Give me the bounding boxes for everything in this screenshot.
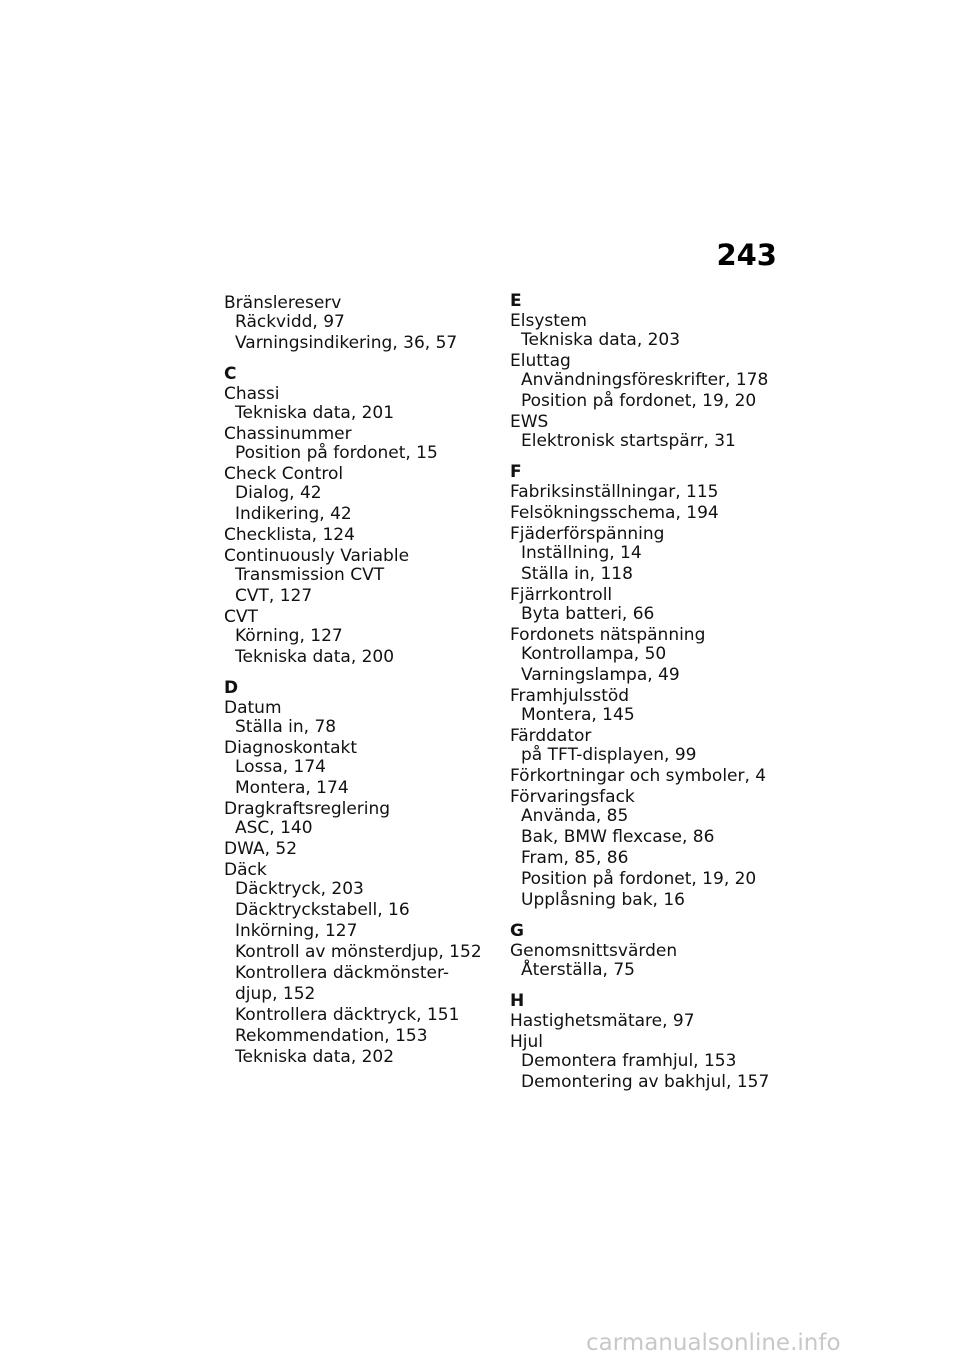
index-term: CVT <box>224 607 258 627</box>
index-term: EWS <box>510 412 549 432</box>
index-subentry: Användningsföreskrifter, 178 <box>521 370 769 390</box>
index-letter-heading: C <box>224 364 237 384</box>
index-column-left <box>224 292 514 1069</box>
index-subentry: Ställa in, 118 <box>521 564 633 584</box>
index-term: Hjul <box>510 1032 544 1052</box>
index-subentry: Position på fordonet, 15 <box>235 443 438 463</box>
index-term: Fjäderförspänning <box>510 524 665 544</box>
index-subentry: Dialog, 42 <box>235 483 322 503</box>
index-subentry: Demontera framhjul, 153 <box>521 1051 737 1071</box>
index-term: Förvaringsfack <box>510 787 635 807</box>
index-term: Framhjulsstöd <box>510 686 630 706</box>
index-subentry: Återställa, 75 <box>521 960 635 980</box>
index-subentry: Montera, 145 <box>521 705 635 725</box>
index-term: Fabriksinställningar, 115 <box>510 482 719 502</box>
index-subentry: Bak, BMW flexcase, 86 <box>521 827 715 847</box>
index-subentry: Kontrollampa, 50 <box>521 644 667 664</box>
index-term: Diagnoskontakt <box>224 738 358 758</box>
index-term: Checklista, 124 <box>224 525 355 545</box>
index-term: Förkortningar och symboler, 4 <box>510 766 767 786</box>
index-letter-heading: D <box>224 678 239 698</box>
page-number: 243 <box>716 238 777 272</box>
index-term: Genomsnittsvärden <box>510 941 678 961</box>
index-subentry: Elektronisk startspärr, 31 <box>521 431 736 451</box>
index-subentry: Varningslampa, 49 <box>521 665 680 685</box>
index-subentry: Transmission CVT <box>235 565 385 585</box>
index-subentry: Montera, 174 <box>235 778 349 798</box>
index-subentry: Inkörning, 127 <box>235 921 358 941</box>
index-subentry: Indikering, 42 <box>235 504 352 524</box>
index-subentry: på TFT-displayen, 99 <box>521 745 697 765</box>
index-subentry: Position på fordonet, 19, 20 <box>521 869 757 889</box>
index-subentry: Tekniska data, 201 <box>235 403 395 423</box>
index-term: Färddator <box>510 726 592 746</box>
index-subentry: Demontering av bakhjul, 157 <box>521 1072 770 1092</box>
index-term: Chassinummer <box>224 424 352 444</box>
index-term: Eluttag <box>510 351 571 371</box>
index-subentry: Rekommendation, 153 <box>235 1026 428 1046</box>
index-term: Check Control <box>224 464 344 484</box>
index-term: Fjärrkontroll <box>510 585 613 605</box>
index-subentry: Ställa in, 78 <box>235 717 337 737</box>
index-term: Continuously Variable <box>224 546 410 566</box>
index-term: Elsystem <box>510 311 587 331</box>
index-subentry: Använda, 85 <box>521 806 629 826</box>
index-subentry: Tekniska data, 200 <box>235 647 395 667</box>
index-subentry: Däcktryck, 203 <box>235 879 364 899</box>
index-term: Fordonets nätspänning <box>510 625 706 645</box>
index-subentry: Kontrollera däckmönster- <box>235 963 450 983</box>
index-subentry: Byta batteri, 66 <box>521 604 655 624</box>
index-letter-heading: E <box>510 291 522 311</box>
index-subentry: CVT, 127 <box>235 586 313 606</box>
index-subentry: djup, 152 <box>235 984 316 1004</box>
index-subentry: Tekniska data, 202 <box>235 1047 395 1067</box>
index-subentry: Fram, 85, 86 <box>521 848 629 868</box>
index-subentry: ASC, 140 <box>235 818 313 838</box>
index-subentry: Körning, 127 <box>235 626 343 646</box>
index-subentry: Lossa, 174 <box>235 757 326 777</box>
index-subentry: Inställning, 14 <box>521 543 642 563</box>
index-subentry: Kontroll av mönsterdjup, 152 <box>235 942 482 962</box>
index-term: Datum <box>224 698 282 718</box>
index-subentry: Position på fordonet, 19, 20 <box>521 391 757 411</box>
index-term: Chassi <box>224 384 280 404</box>
index-term: Bränslereserv <box>224 293 342 313</box>
index-subentry: Räckvidd, 97 <box>235 312 345 332</box>
index-letter-heading: G <box>510 921 524 941</box>
index-subentry: Kontrollera däcktryck, 151 <box>235 1005 460 1025</box>
index-term: Hastighetsmätare, 97 <box>510 1011 695 1031</box>
index-subentry: Upplåsning bak, 16 <box>521 890 685 910</box>
index-term: Felsökningsschema, 194 <box>510 503 719 523</box>
index-subentry: Tekniska data, 203 <box>521 330 681 350</box>
index-column-right <box>510 292 800 1094</box>
index-subentry: Varningsindikering, 36, 57 <box>235 333 458 353</box>
index-letter-heading: F <box>510 462 522 482</box>
index-term: Däck <box>224 860 267 880</box>
index-term: Dragkraftsreglering <box>224 799 391 819</box>
watermark-text: carmanualsonline.info <box>586 1330 841 1356</box>
index-letter-heading: H <box>510 991 525 1011</box>
index-subentry: Däcktryckstabell, 16 <box>235 900 410 920</box>
index-term: DWA, 52 <box>224 839 298 859</box>
